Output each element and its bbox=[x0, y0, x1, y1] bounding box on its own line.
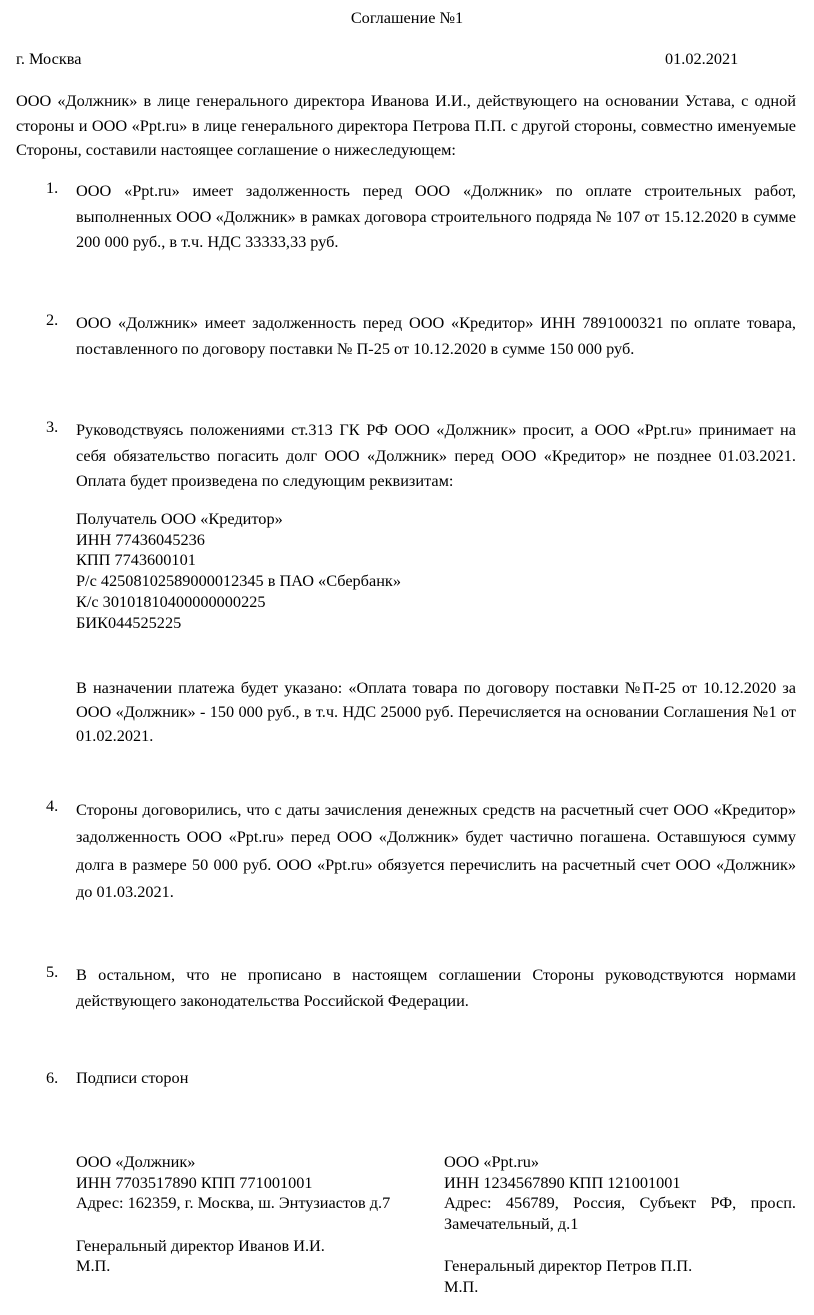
party-stamp: М.П. bbox=[76, 1256, 111, 1275]
party-name: ООО «Ppt.ru» bbox=[444, 1152, 539, 1171]
signature-block-pptru bbox=[444, 1152, 796, 1297]
party-ids: ИНН 7703517890 КПП 771001001 bbox=[76, 1172, 313, 1192]
document-title: Соглашение №1 bbox=[350, 8, 464, 27]
item-number: 1. bbox=[46, 178, 59, 197]
item-text: В остальном, что не прописано в настоящем соглашении Стороны руководствуются нормами действующего законодательства Российской Федерации. bbox=[76, 965, 796, 1010]
payment-purpose: В назначении платежа будет указано: «Оплата товара по договору поставки №П-25 от 10.12.2020 за ООО «Должник» - 150 000 руб., в т.ч. НДС 25000 руб. Перечисляется на основании Соглашения №1 от 01.02.2021. bbox=[76, 678, 796, 745]
party-address: Адрес: 456789, Россия, Субъект РФ, просп. Замечательный, д.1 bbox=[444, 1193, 796, 1233]
date: 01.02.2021 bbox=[665, 49, 739, 68]
signature-block-debtor bbox=[76, 1152, 426, 1277]
item-text: ООО «Должник» имеет задолженность перед ООО «Кредитор» ИНН 7891000321 по оплате товара, поставленного по договору поставки № П-25 от 10.12.2020 в сумме 150 000 руб. bbox=[76, 313, 796, 358]
requisite-line: ИНН 77436045236 bbox=[76, 529, 205, 549]
party-address: Адрес: 162359, г. Москва, ш. Энтузиастов д.7 bbox=[76, 1193, 391, 1212]
requisite-line: КПП 7743600101 bbox=[76, 550, 196, 570]
party-director: Генеральный директор Петров П.П. bbox=[444, 1256, 693, 1275]
requisite-line: БИК044525225 bbox=[76, 612, 182, 632]
item-number: 6. bbox=[46, 1068, 59, 1087]
requisite-line: Р/с 42508102589000012345 в ПАО «Сбербанк» bbox=[76, 571, 401, 591]
item-text: Руководствуясь положениями ст.313 ГК РФ ООО «Должник» просит, а ООО «Ppt.ru» принимает на себя обязательство погасить долг ООО «Должник» перед ООО «Кредитор» не позднее 01.03.2021. Оплата будет произведена по следующим реквизитам: bbox=[76, 420, 796, 490]
requisite-line: Получатель ООО «Кредитор» bbox=[76, 509, 283, 528]
intro-paragraph: ООО «Должник» в лице генерального директора Иванова И.И., действующего на основании Устава, с одной стороны и ООО «Ppt.ru» в лице генерального директора Петрова П.П. с другой стороны, совместно именуемые Стороны, составили настоящее соглашение о нижеследующем: bbox=[16, 91, 796, 159]
bank-requisites bbox=[76, 509, 401, 633]
party-ids: ИНН 1234567890 КПП 121001001 bbox=[444, 1172, 681, 1192]
item-number: 4. bbox=[46, 796, 59, 815]
party-stamp: М.П. bbox=[444, 1276, 479, 1296]
party-name: ООО «Должник» bbox=[76, 1152, 196, 1171]
item-number: 3. bbox=[46, 417, 59, 436]
item-text: ООО «Ppt.ru» имеет задолженность перед ООО «Должник» по оплате строительных работ, выполненных ООО «Должник» в рамках договора строительного подряда № 107 от 15.12.2020 в сумме 200 000 руб., в т.ч. НДС 33333,33 руб. bbox=[76, 181, 796, 251]
item-text: Подписи сторон bbox=[76, 1068, 189, 1087]
item-number: 2. bbox=[46, 310, 59, 329]
city: г. Москва bbox=[16, 49, 82, 68]
item-text: Стороны договорились, что с даты зачисления денежных средств на расчетный счет ООО «Кредитор» задолженность ООО «Ppt.ru» перед ООО «Должник» будет частично погашена. Оставшуюся сумму долга в размере 50 000 руб. ООО «Ppt.ru» обязуется перечислить на расчетный счет ООО «Должник» до 01.03.2021. bbox=[76, 800, 796, 901]
item-number: 5. bbox=[46, 962, 59, 981]
party-director: Генеральный директор Иванов И.И. bbox=[76, 1235, 325, 1255]
requisite-line: К/с 30101810400000000225 bbox=[76, 591, 266, 611]
